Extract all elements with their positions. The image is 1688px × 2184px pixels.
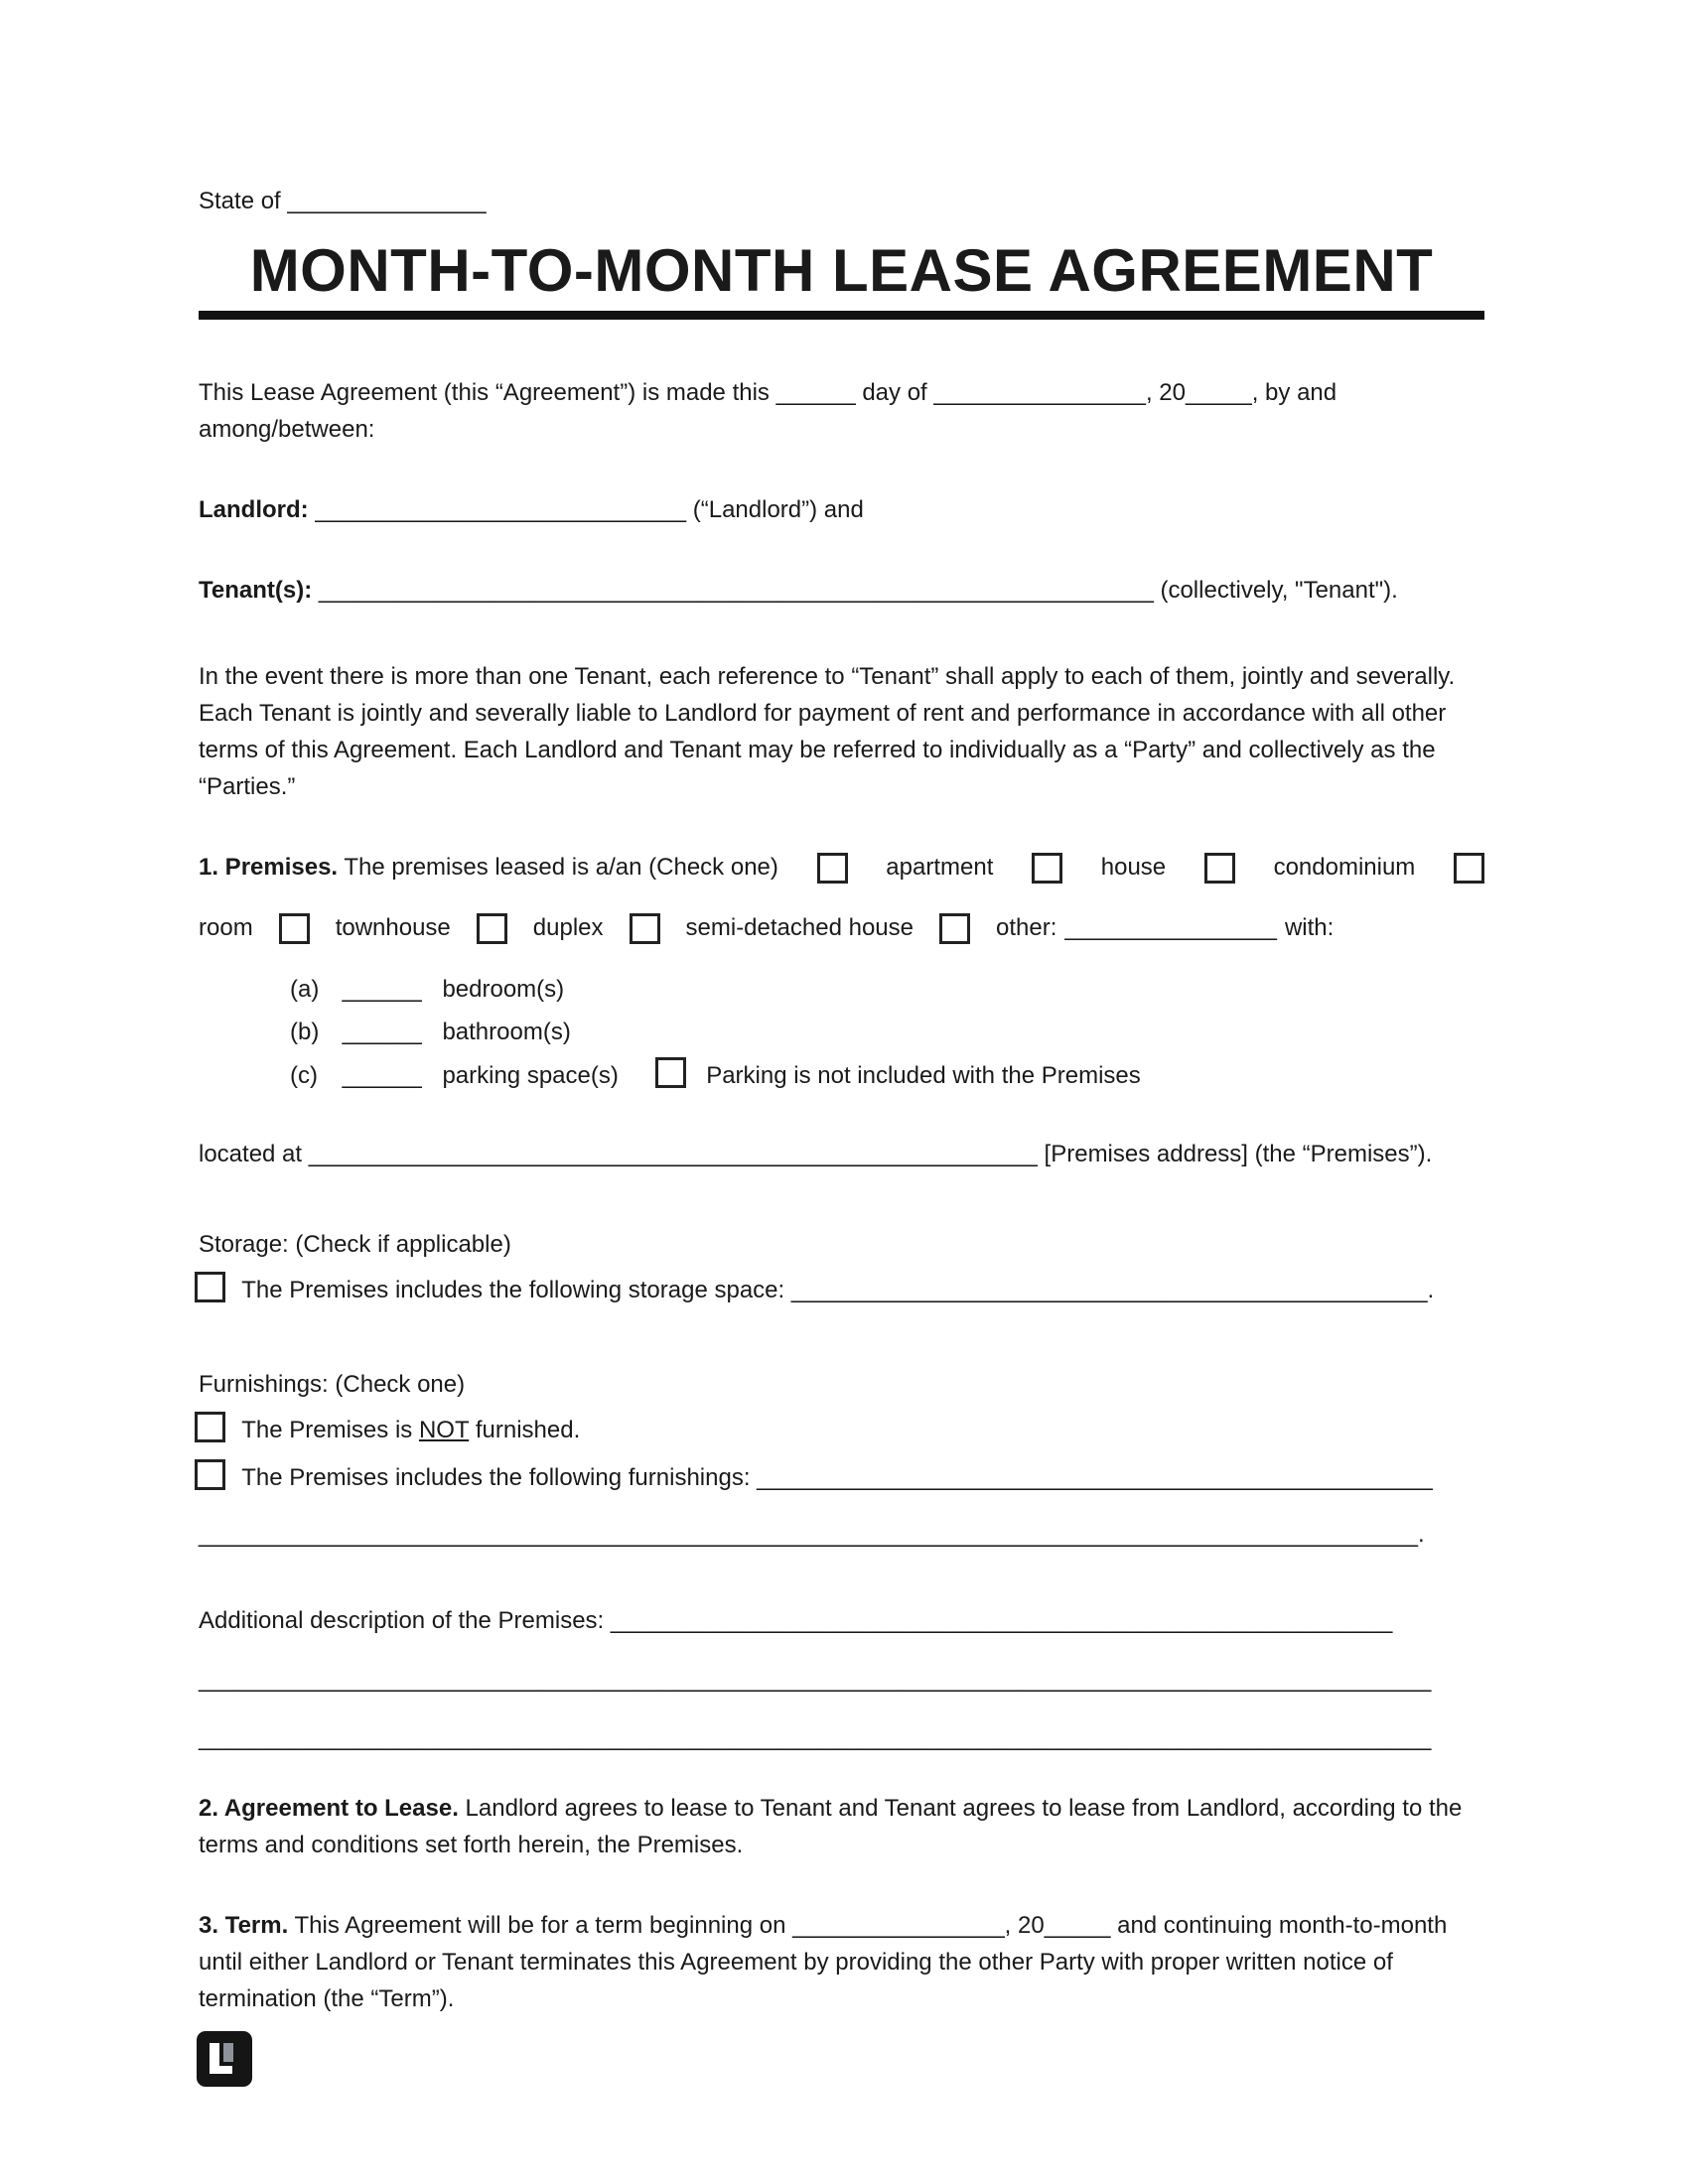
bathrooms-item: [290, 1015, 1484, 1051]
option-duplex-label: duplex: [532, 913, 604, 941]
checkbox-not-furnished[interactable]: [195, 1412, 225, 1442]
storage-option-text: The Premises includes the following storage space:: [241, 1277, 785, 1304]
intro-paragraph: This Lease Agreement (this “Agreement”) is made this ______ day of ________________, 20_____, by and among/between:: [199, 378, 1337, 443]
not-furnished-line: [199, 1412, 1484, 1449]
additional-description-blank-3: _____________________________________________________________________________________________: [199, 1723, 1432, 1751]
term-body: This Agreement will be for a term beginning on ________________, 20_____ and continuing month-to-month until either Landlord or Tenant terminates this Agreement by providing the other Party with proper written notice of termination (the “Term”).: [199, 1911, 1448, 2012]
option-house-label: house: [1100, 853, 1167, 881]
premises-type-line-2: [199, 910, 1484, 947]
premises-lead-text: The premises leased is a/an (Check one): [344, 853, 778, 881]
state-line: [199, 184, 1484, 220]
legal-templates-logo: [197, 2031, 252, 2087]
checkbox-room[interactable]: [1454, 853, 1484, 884]
additional-description-line-3: [199, 1720, 1484, 1757]
additional-description-label: Additional description of the Premises:: [199, 1607, 605, 1635]
furnished-option-line: [199, 1459, 1484, 1497]
checkbox-parking-not-included[interactable]: [655, 1057, 686, 1088]
landlord-suffix: (“Landlord”) and: [692, 495, 864, 523]
checkbox-semi-detached-house[interactable]: [630, 913, 660, 944]
bathrooms-text: bathroom(s): [442, 1019, 571, 1046]
term-paragraph: [199, 1908, 1484, 2018]
premises-heading: 1. Premises.: [199, 853, 339, 881]
option-room-label: room: [199, 913, 253, 941]
agreement-to-lease-paragraph: [199, 1791, 1484, 1864]
furnishings-continuation-blank: ____________________________________________________________________________________________.: [199, 1521, 1425, 1549]
page-title: MONTH-TO-MONTH LEASE AGREEMENT: [249, 236, 1434, 304]
checkbox-other[interactable]: [939, 913, 970, 944]
located-suffix: [Premises address] (the “Premises”).: [1044, 1141, 1433, 1168]
premises-type-line-1: [199, 850, 1484, 887]
checkbox-townhouse[interactable]: [279, 913, 310, 944]
agreement-to-lease-body: Landlord agrees to lease to Tenant and Tenant agrees to lease from Landlord, according to the terms and conditions set forth herein, the Premises.: [199, 1794, 1463, 1858]
state-blank-field: _______________: [287, 188, 487, 214]
tenant-blank-field: _______________________________________________________________: [318, 576, 1154, 604]
checkbox-house[interactable]: [1032, 853, 1062, 884]
parking-blank-field: ______: [342, 1062, 422, 1090]
tenant-line: [199, 573, 1484, 610]
not-furnished-post: furnished.: [475, 1417, 581, 1444]
storage-group-label: Storage: (Check if applicable): [199, 1231, 511, 1259]
bedrooms-item: [290, 972, 1484, 1009]
landlord-label: Landlord:: [199, 495, 309, 523]
tenant-label: Tenant(s):: [199, 576, 313, 604]
landlord-blank-field: ____________________________: [315, 495, 687, 523]
parking-item: [290, 1057, 1484, 1095]
storage-option-line: [199, 1272, 1484, 1309]
joint-liability-paragraph: In the event there is more than one Tenant, each reference to “Tenant” shall apply to each of them, jointly and severally. Each Tenant is jointly and severally liable to Landlord for payment of rent and performance in accordance with all other terms of this Agreement. Each Landlord and Tenant may be referred to individually as a “Party” and collectively as the “Parties.”: [199, 662, 1456, 800]
item-b-label: (b): [290, 1019, 320, 1046]
checkbox-condominium[interactable]: [1204, 853, 1235, 884]
checkbox-furnished[interactable]: [195, 1459, 225, 1490]
landlord-line: [199, 492, 1484, 529]
additional-description-line-2: [199, 1662, 1484, 1699]
logo-gray-bar: [223, 2043, 233, 2062]
additional-description-line: [199, 1603, 1484, 1640]
option-condominium-label: condominium: [1273, 853, 1416, 881]
located-at-line: [199, 1137, 1484, 1173]
bathrooms-blank-field: ______: [342, 1019, 422, 1046]
furnishings-blank-field: ___________________________________________________: [757, 1464, 1433, 1492]
option-other-segment: [996, 910, 1334, 947]
agreement-to-lease-heading: 2. Agreement to Lease.: [199, 1794, 459, 1822]
not-furnished-not: NOT: [418, 1417, 470, 1444]
option-other-label: other:: [996, 913, 1057, 941]
term-heading: 3. Term.: [199, 1911, 289, 1939]
furnished-option-text: The Premises includes the following furnishings:: [241, 1464, 751, 1492]
item-c-label: (c): [290, 1062, 318, 1090]
bedrooms-text: bedroom(s): [442, 976, 565, 1004]
additional-description-blank-2: _____________________________________________________________________________________________: [199, 1665, 1432, 1693]
bedrooms-blank-field: ______: [342, 976, 422, 1004]
state-label: State of: [199, 188, 281, 214]
title-rule: [199, 311, 1484, 320]
option-semi-detached-label: semi-detached house: [685, 913, 914, 941]
checkbox-duplex[interactable]: [477, 913, 507, 944]
storage-blank-field: ________________________________________________.: [790, 1277, 1435, 1304]
premises-lead: [199, 850, 778, 887]
additional-description-blank: ___________________________________________________________: [610, 1607, 1393, 1635]
premises-detail-list: [290, 972, 1484, 1095]
item-a-label: (a): [290, 976, 320, 1004]
option-townhouse-label: townhouse: [335, 913, 451, 941]
checkbox-apartment[interactable]: [817, 853, 848, 884]
located-prefix: located at: [199, 1141, 303, 1168]
checkbox-storage-included[interactable]: [195, 1272, 225, 1302]
other-blank-field: ________________: [1064, 913, 1277, 941]
furnishings-group-label: Furnishings: (Check one): [199, 1371, 466, 1399]
with-label: with:: [1284, 913, 1335, 941]
tenant-suffix: (collectively, "Tenant").: [1160, 576, 1398, 604]
parking-note: Parking is not included with the Premises: [706, 1062, 1141, 1090]
logo-l-bottom-bar: [210, 2066, 232, 2074]
furnishings-continuation-line: [199, 1517, 1484, 1554]
option-apartment-label: apartment: [886, 853, 994, 881]
premises-address-blank-field: _______________________________________________________: [308, 1141, 1038, 1168]
document-content: [199, 184, 1484, 2062]
not-furnished-pre: The Premises is: [241, 1417, 413, 1444]
parking-text: parking space(s): [442, 1062, 619, 1090]
